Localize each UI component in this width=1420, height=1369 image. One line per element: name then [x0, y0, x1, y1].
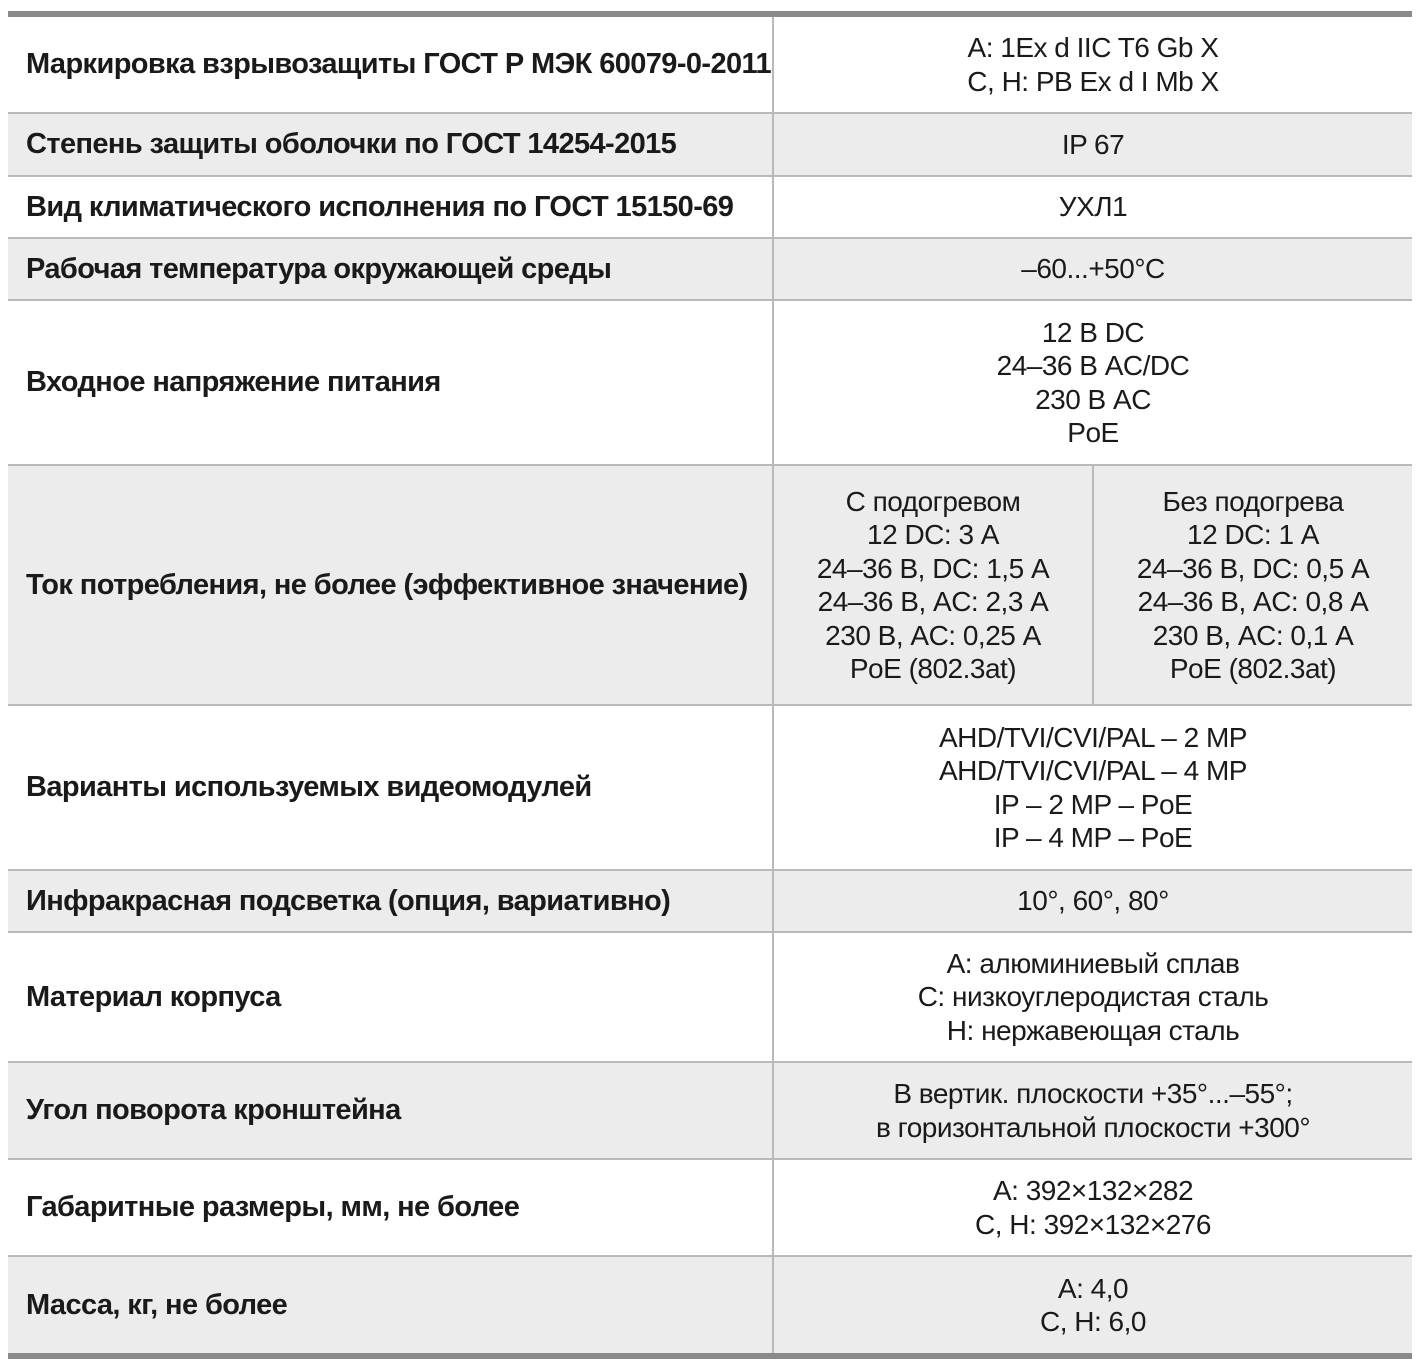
value-line: AHD/TVI/CVI/PAL – 4 MP: [939, 755, 1247, 786]
value-line: IP – 2 MP – PoE: [993, 788, 1193, 820]
with-heating-column: [774, 466, 1092, 704]
value-line: УХЛ1: [1058, 191, 1128, 223]
value-line: PoE (802.3at): [1169, 653, 1337, 684]
value-line: –60...+50°С: [1021, 253, 1165, 285]
value-line: C, H: 6,0: [1040, 1306, 1146, 1337]
value-line: 12 DC: 3 А: [867, 519, 999, 550]
value-line: в горизонтальной плоскости +300°: [875, 1111, 1311, 1143]
value-line: IP 67: [1061, 128, 1125, 160]
row-label: Входное напряжение питания: [8, 301, 774, 464]
table-row-housing-material: [8, 933, 1412, 1063]
value-line: В вертик. плоскости +35°...–55°;: [893, 1078, 1293, 1109]
row-label: Вид климатического исполнения по ГОСТ 15150-69: [8, 177, 774, 237]
value-line: 230 В, AC: 0,25 А: [825, 619, 1041, 651]
value-line: PoE: [1067, 417, 1119, 448]
table-row-climate: [8, 177, 1412, 239]
row-value: [774, 17, 1412, 112]
row-value: [774, 871, 1412, 931]
table-row-dimensions: [8, 1160, 1412, 1257]
row-label: Материал корпуса: [8, 933, 774, 1061]
row-label: Угол поворота кронштейна: [8, 1063, 774, 1158]
table-row-input-voltage: [8, 301, 1412, 466]
value-line: 230 В AC: [1035, 383, 1151, 415]
row-value: [774, 933, 1412, 1061]
row-label: Инфракрасная подсветка (опция, вариативно): [8, 871, 774, 931]
row-label: Масса, кг, не более: [8, 1257, 774, 1353]
table-row-bracket-rotation: [8, 1063, 1412, 1160]
value-line: H: нержавеющая сталь: [946, 1014, 1240, 1046]
row-label: Ток потребления, не более (эффективное значение): [8, 466, 774, 704]
row-value: [774, 706, 1412, 869]
table-row-temperature: [8, 239, 1412, 301]
table-row-mass: [8, 1257, 1412, 1353]
value-line: 230 В, AC: 0,1 А: [1152, 619, 1354, 651]
row-label: Маркировка взрывозащиты ГОСТ Р МЭК 60079-0-2011: [8, 17, 774, 112]
row-label: Габаритные размеры, мм, не более: [8, 1160, 774, 1255]
value-line: 12 DC: 1 А: [1187, 519, 1319, 550]
row-value: [774, 1257, 1412, 1353]
table-row-ip-rating: [8, 114, 1412, 177]
table-row-explosion-marking: [8, 17, 1412, 114]
row-value: [774, 177, 1412, 237]
value-line: 24–36 В AC/DC: [996, 350, 1190, 381]
value-line: С подогревом: [845, 485, 1021, 517]
value-line: 24–36 В, AC: 0,8 А: [1137, 586, 1369, 617]
value-line: 24–36 В, DC: 0,5 А: [1136, 552, 1370, 584]
row-value-split: [774, 466, 1412, 704]
row-label: Рабочая температура окружающей среды: [8, 239, 774, 299]
value-line: A: 392×132×282: [992, 1175, 1194, 1206]
table-row-current-consumption: [8, 466, 1412, 706]
row-label: Варианты используемых видеомодулей: [8, 706, 774, 869]
value-line: PoE (802.3at): [849, 653, 1017, 684]
value-line: C, H: 392×132×276: [975, 1208, 1211, 1240]
row-value: [774, 301, 1412, 464]
value-line: A: алюминиевый сплав: [946, 947, 1240, 979]
row-label: Степень защиты оболочки по ГОСТ 14254-2015: [8, 114, 774, 175]
specifications-table: [8, 11, 1412, 1359]
value-line: C, H: PB Ex d I Mb X: [967, 65, 1219, 97]
value-line: 24–36 В, AC: 2,3 А: [817, 586, 1049, 617]
value-line: 12 В DC: [1041, 316, 1145, 348]
row-value: [774, 1160, 1412, 1255]
table-row-video-modules: [8, 706, 1412, 871]
without-heating-column: [1092, 466, 1412, 704]
value-line: IP – 4 MP – PoE: [993, 822, 1193, 853]
row-value: [774, 239, 1412, 299]
value-line: C: низкоуглеродистая сталь: [917, 981, 1269, 1013]
row-value: [774, 1063, 1412, 1158]
row-value: [774, 114, 1412, 175]
table-row-ir-illumination: [8, 871, 1412, 933]
value-line: A: 1Ex d IIC T6 Gb X: [967, 32, 1219, 63]
value-line: A: 4,0: [1057, 1272, 1129, 1304]
value-line: 24–36 В, DC: 1,5 А: [816, 552, 1050, 584]
value-line: Без подогрева: [1162, 485, 1344, 517]
value-line: 10°, 60°, 80°: [1017, 885, 1169, 917]
value-line: AHD/TVI/CVI/PAL – 2 MP: [939, 721, 1247, 753]
